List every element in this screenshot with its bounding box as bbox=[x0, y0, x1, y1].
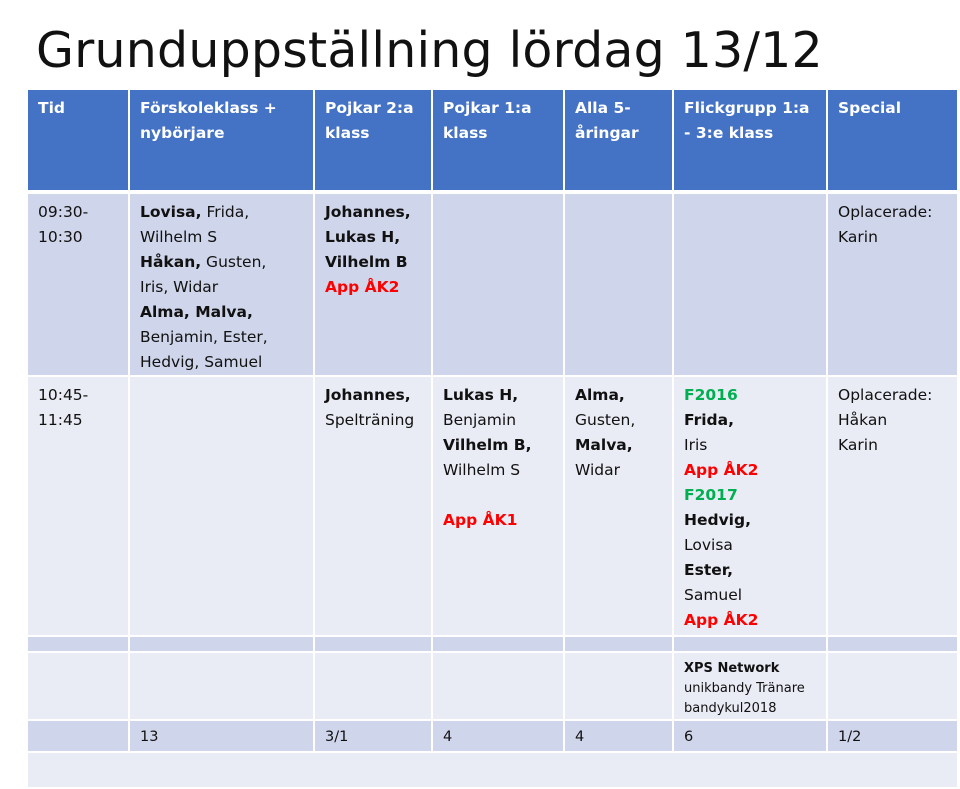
count-pojkar-2: 3/1 bbox=[314, 720, 432, 752]
header-flickgrupp: Flickgrupp 1:a - 3:e klass bbox=[673, 89, 827, 192]
cell-special: Oplacerade: Håkan Karin bbox=[827, 376, 958, 636]
header-row bbox=[27, 89, 958, 192]
app-label: App ÅK2 bbox=[325, 278, 400, 296]
cell-flickgrupp: F2016 Frida, Iris App ÅK2 F2017 Hedvig, Lovisa Ester, Samuel App ÅK2 bbox=[673, 376, 827, 636]
app-label: App ÅK2 bbox=[684, 461, 759, 479]
cell-time: 09:30-10:30 bbox=[27, 192, 129, 376]
group-label: F2016 bbox=[684, 386, 738, 404]
cell-pojkar-2: Johannes, Spelträning bbox=[314, 376, 432, 636]
cell-pojkar-1: Lukas H, Benjamin Vilhelm B, Wilhelm S App ÅK1 bbox=[432, 376, 564, 636]
app-label: App ÅK1 bbox=[443, 511, 518, 529]
header-alla-5: Alla 5-åringar bbox=[564, 89, 673, 192]
count-pojkar-1: 4 bbox=[432, 720, 564, 752]
page-title: Grunduppställning lördag 13/12 bbox=[36, 22, 823, 79]
count-alla-5: 4 bbox=[564, 720, 673, 752]
count-special: 1/2 bbox=[827, 720, 958, 752]
cell-forskoleklass bbox=[129, 376, 314, 636]
cell-time: 10:45-11:45 bbox=[27, 376, 129, 636]
header-pojkar-1: Pojkar 1:a klass bbox=[432, 89, 564, 192]
count-flickgrupp: 6 bbox=[673, 720, 827, 752]
cell-special: Oplacerade: Karin bbox=[827, 192, 958, 376]
table-row bbox=[27, 376, 958, 636]
header-forskoleklass: Förskoleklass + nybörjare bbox=[129, 89, 314, 192]
count-forskoleklass: 13 bbox=[129, 720, 314, 752]
table-row bbox=[27, 752, 958, 788]
header-tid: Tid bbox=[27, 89, 129, 192]
schedule-table bbox=[26, 88, 959, 789]
cell-forskoleklass: Lovisa, Frida, Wilhelm S Håkan, Gusten, Iris, Widar Alma, Malva, Benjamin, Ester, Hedvig, Samuel bbox=[129, 192, 314, 376]
cell-pojkar-2: Johannes, Lukas H, Vilhelm B App ÅK2 bbox=[314, 192, 432, 376]
cell-alla-5: Alma, Gusten, Malva, Widar bbox=[564, 376, 673, 636]
group-label: F2017 bbox=[684, 486, 738, 504]
cell-pojkar-1 bbox=[432, 192, 564, 376]
table-row bbox=[27, 192, 958, 376]
app-label: App ÅK2 bbox=[684, 611, 759, 629]
table-row bbox=[27, 636, 958, 652]
cell-network-note: XPS Network unikbandy Tränare bandykul2018 bbox=[673, 652, 827, 720]
table-row bbox=[27, 652, 958, 720]
cell-flickgrupp bbox=[673, 192, 827, 376]
cell-alla-5 bbox=[564, 192, 673, 376]
header-pojkar-2: Pojkar 2:a klass bbox=[314, 89, 432, 192]
count-row bbox=[27, 720, 958, 752]
header-special: Special bbox=[827, 89, 958, 192]
